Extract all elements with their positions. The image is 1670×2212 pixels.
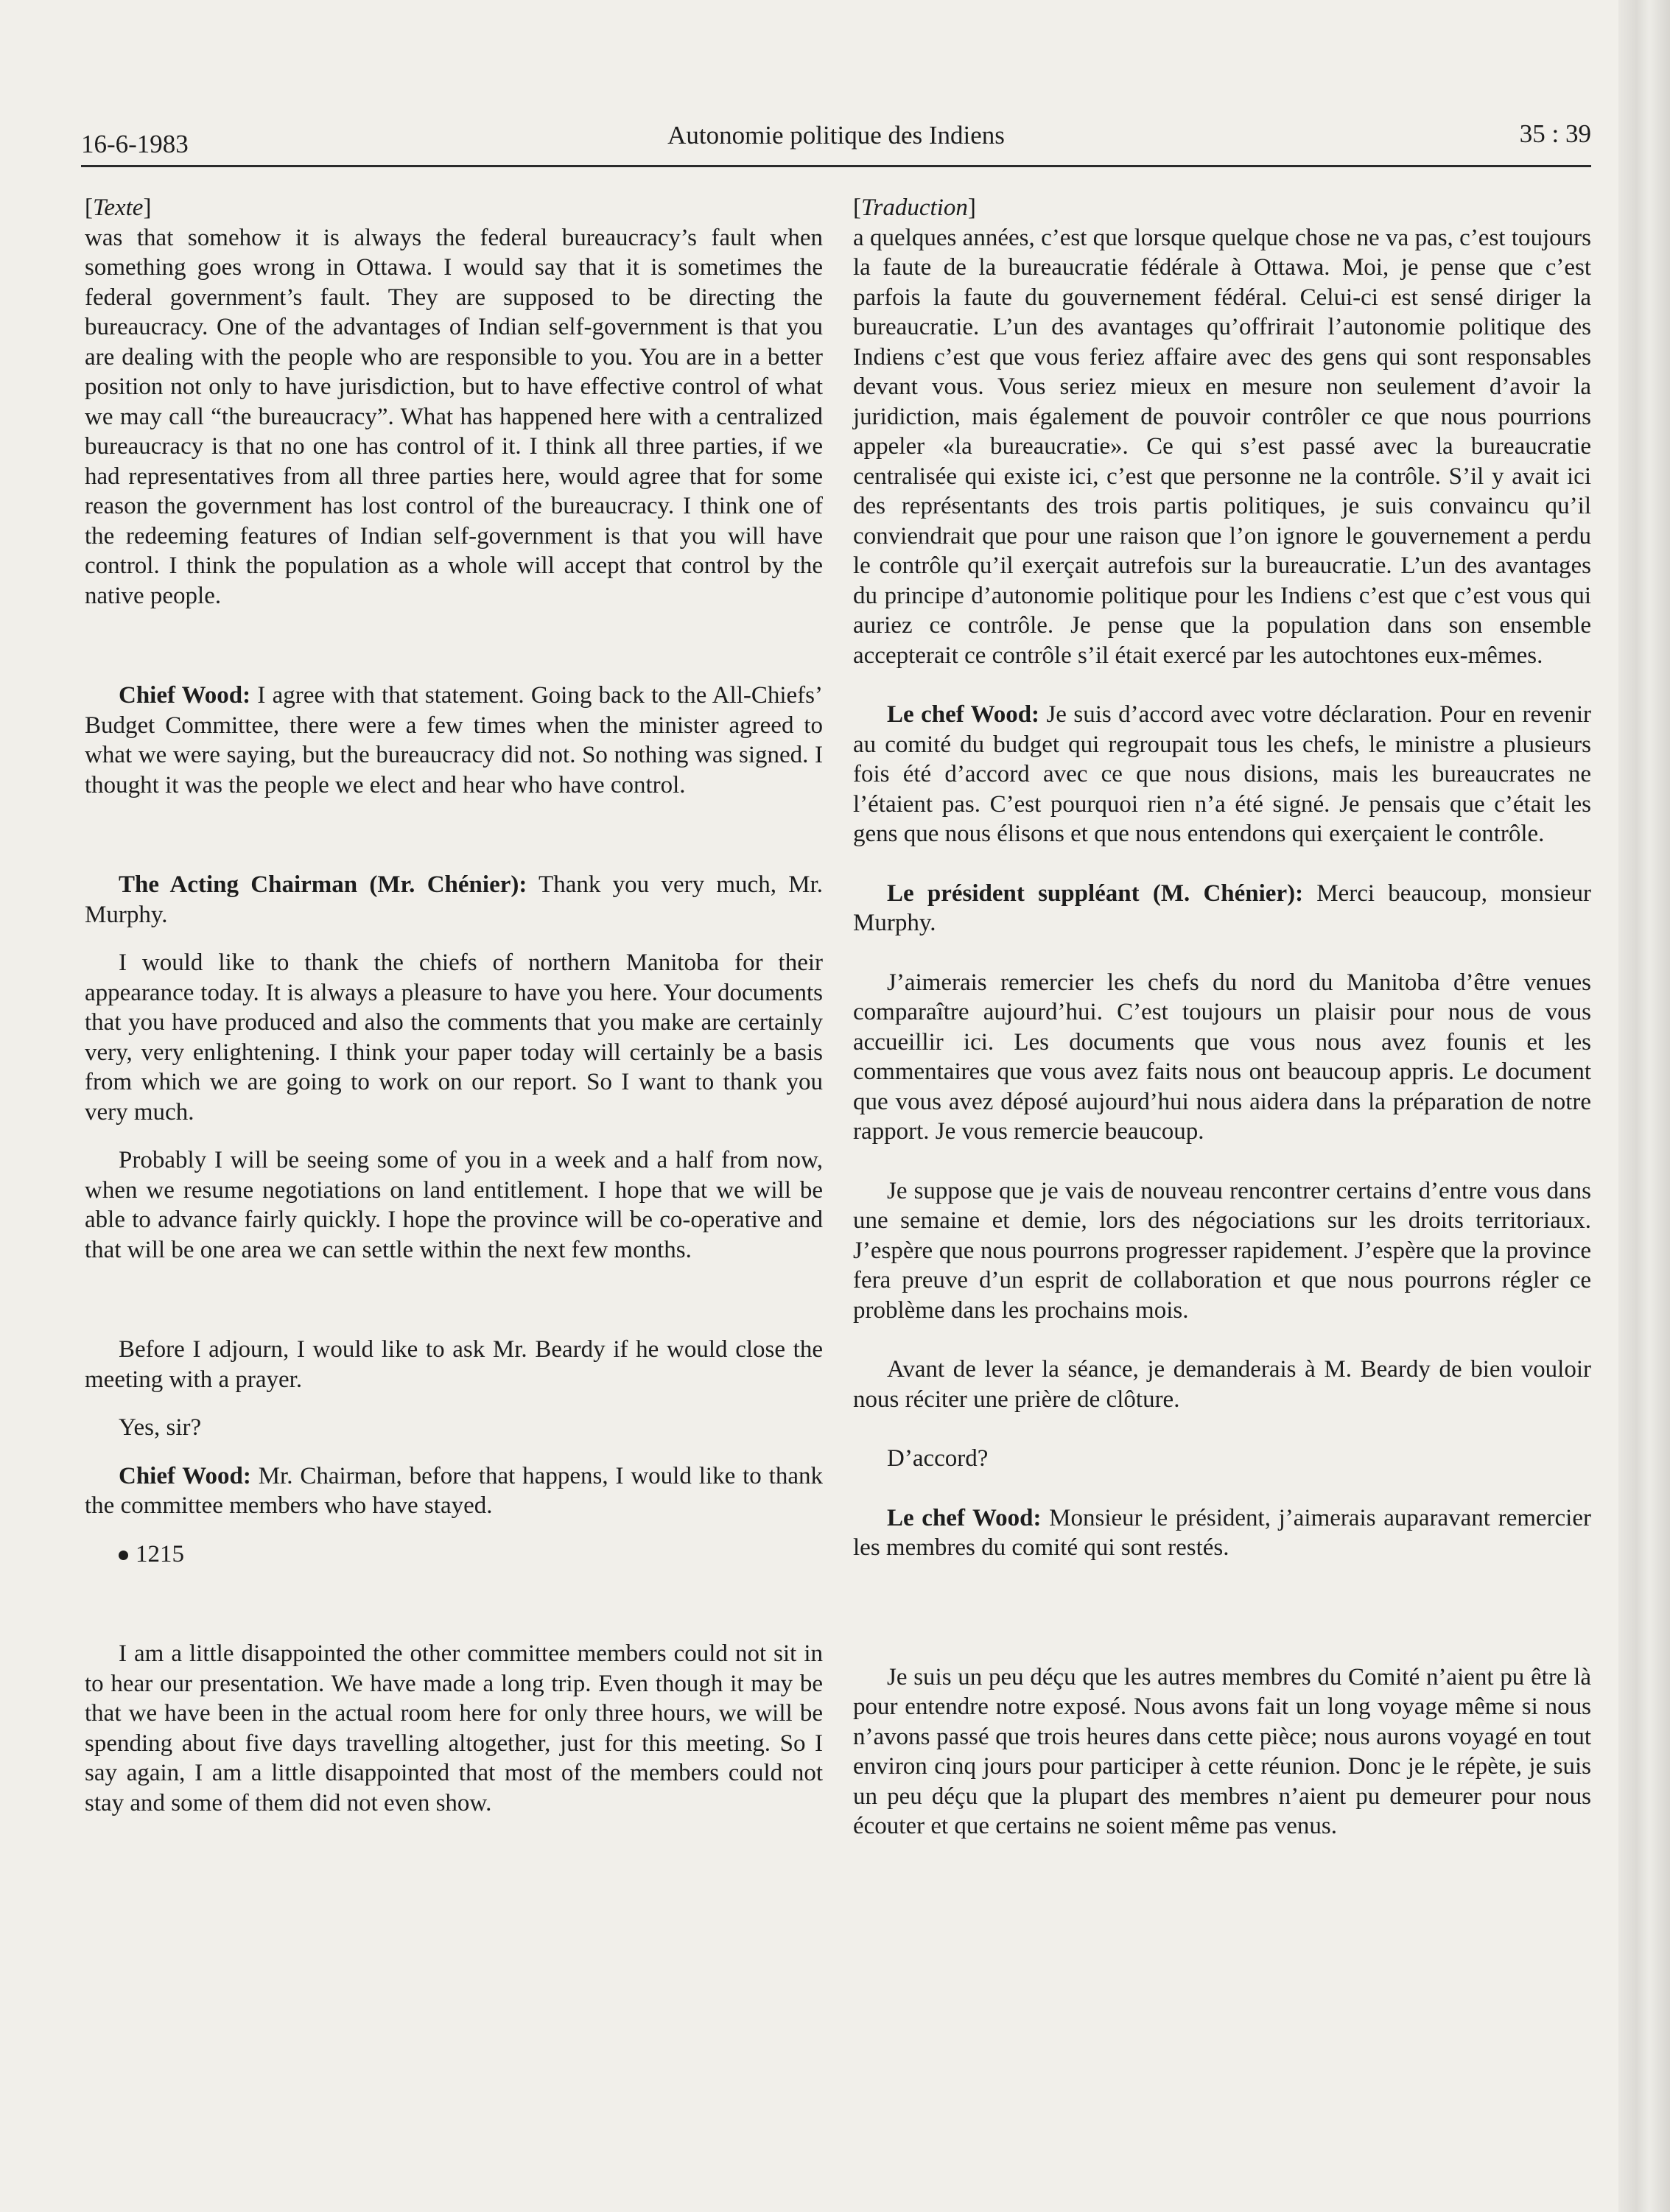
- section-tag-label: Texte: [93, 194, 144, 221]
- paragraph: D’accord?: [887, 1445, 989, 1472]
- paragraph: I would like to thank the chiefs of northern Manitoba for their appearance today. It is always a pleasure to have you here. Your documents that you have produced and also the comments that you make are certainly very, very enlightening. I think your paper today will certainly be a basis from which we are going to work on our report. So I want to thank you very much.: [85, 949, 823, 1126]
- speaker-name: Le chef Wood:: [887, 701, 1040, 728]
- speaker-name-qualifier: (Mr. Chénier):: [369, 871, 527, 898]
- speaker-name: Chief Wood:: [119, 682, 251, 709]
- speech-text: Monsieur le président, j’aimerais auparavant remercier les membres du comité qui sont restés.: [853, 1504, 1591, 1561]
- section-tag: [Traduction]: [853, 194, 976, 221]
- speech-text: I agree with that statement. Going back to the All-Chiefs’ Budget Committee, there were a few times when the minister agreed to what we were saying, but the bureaucracy did not. So nothing was signed. I thought it was the people we elect and hear who have control.: [85, 682, 823, 798]
- page-header: [81, 116, 1591, 168]
- time-marker: [85, 1539, 823, 1570]
- bullet-dot-icon: [119, 1551, 128, 1560]
- header-rule: [81, 165, 1591, 167]
- speech-text: Merci beaucoup, monsieur Murphy.: [853, 879, 1592, 936]
- english-column: [85, 193, 823, 1818]
- header-date: 16-6-1983: [81, 130, 189, 158]
- paragraph: a quelques années, c’est que lorsque quelque chose ne va pas, c’est toujours la faute de la bureaucratie fédérale à Ottawa. Moi, je pense que c’est parfois la faute du gouvernement fédéral. Celui-ci est sensé diriger la bureaucratie. L’un des avantages qu’offrirait l’autonomie politique des Indiens c’est que vous feriez affaire avec des gens qui sont responsables devant vous. Vous seriez mieux en mesure non seulement d’avoir la juridiction, mais également de pouvoir contrôler ce que nous pourrions appeler «la bureaucratie». Ce qui s’est passé avec la bureaucratie centralisée qui existe ici, c’est que personne ne la contrôle. S’il y avait ici des représentants des trois partis politiques, je suis convaincu qu’il conviendrait que pour une raison que l’on ignore le gouvernement a perdu le contrôle qu’il exerçait autrefois sur la bureaucratie. L’un des avantages du principe d’autonomie politique pour les Indiens c’est que c’est vous qui auriez ce contrôle. Je pense que la population dans son ensemble accepterait ce contrôle s’il était exercé par les autochtones eux-mêmes.: [853, 224, 1591, 669]
- speaker-paragraph: [853, 879, 1591, 938]
- section-tag: [Texte]: [85, 194, 152, 221]
- time-marker-value: 1215: [136, 1540, 184, 1567]
- speaker-paragraph: [853, 1503, 1591, 1563]
- speaker-paragraph: [85, 681, 823, 800]
- paragraph: Je suis un peu déçu que les autres membres du Comité n’aient pu être là pour entendre notre exposé. Nous avons fait un long voyage même si nous n’avons passé que trois heures dans cette pièce; nous aurons voyagé en tout environ cinq jours pour participer à cette réunion. Donc je le répète, je suis un peu déçu que la plupart des membres n’aient pu demeurer pour nous écouter et que certains ne soient même pas venus.: [853, 1663, 1591, 1839]
- paragraph: Before I adjourn, I would like to ask Mr. Beardy if he would close the meeting with a prayer.: [85, 1336, 823, 1393]
- paragraph: Avant de lever la séance, je demanderais à M. Beardy de bien vouloir nous réciter une prière de clôture.: [853, 1356, 1591, 1413]
- paragraph: was that somehow it is always the federal bureaucracy’s fault when something goes wrong in Ottawa. I would say that it is sometimes the federal government’s fault. They are supposed to be directing the bureaucracy. One of the advantages of Indian self-government is that you are dealing with the people who are responsible to you. You are in a better position not only to have jurisdiction, but to have effective control of what we may call “the bureaucracy”. What has happened here with a centralized bureaucracy is that no one has control of it. I think all three parties, if we had representatives from all three parties here, would agree that for some reason the government has lost control of the bureaucracy. I think one of the redeeming features of Indian self-government is that you will have control. I think the population as a whole will accept that control by the native people.: [85, 224, 823, 609]
- speaker-name: The Acting Chairman: [119, 871, 358, 898]
- header-page-number: 35 : 39: [1519, 119, 1591, 148]
- section-tag-label: Traduction: [861, 194, 968, 221]
- header-title: Autonomie politique des Indiens: [667, 121, 1005, 150]
- speaker-name: Le chef Wood:: [887, 1504, 1042, 1531]
- french-column: [853, 193, 1591, 1841]
- speaker-name: Chief Wood:: [119, 1462, 251, 1489]
- speaker-paragraph: [853, 700, 1591, 849]
- paragraph: I am a little disappointed the other committee members could not sit in to hear our presentation. We have made a long trip. Even though it may be that we have been in the actual room here for only three hours, we will be spending about five days travelling altogether, just for this meeting. So I say again, I am a little disappointed that most of the members could not stay and some of them did not even show.: [85, 1640, 823, 1816]
- speaker-paragraph: [85, 870, 823, 930]
- page-edge: [1618, 0, 1670, 2212]
- speaker-name: Le président suppléant: [887, 879, 1140, 907]
- paragraph: Probably I will be seeing some of you in a week and a half from now, when we resume negotiations on land entitlement. I hope that we will be able to advance fairly quickly. I hope the province will be co-operative and that will be one area we can settle within the next few months.: [85, 1147, 823, 1263]
- speech-text: Je suis d’accord avec votre déclaration. Pour en revenir au comité du budget qui regroupait tous les chefs, le ministre a plusieurs fois été d’accord avec ce que nous disions, mais les bureaucrates ne l’étaient pas. C’est pourquoi rien n’a été signé. Je pensais que c’était les gens que nous élisons et que nous entendons qui exerçaient le contrôle.: [853, 701, 1591, 847]
- paragraph: Je suppose que je vais de nouveau rencontrer certains d’entre vous dans une semaine et demie, lors des négociations sur les droits territoriaux. J’espère que nous pourrons progresser rapidement. J’espère que la province fera preuve d’un esprit de collaboration et que nous pourrons régler ce problème dans les prochains mois.: [853, 1177, 1591, 1324]
- speech-text: Mr. Chairman, before that happens, I would like to thank the committee members who have stayed.: [85, 1462, 823, 1519]
- speech-text: Thank you very much, Mr. Murphy.: [85, 871, 824, 928]
- speaker-name-qualifier: (M. Chénier):: [1152, 879, 1304, 907]
- paragraph: Yes, sir?: [119, 1414, 202, 1441]
- speaker-paragraph: [85, 1461, 823, 1521]
- paragraph: J’aimerais remercier les chefs du nord du Manitoba d’être venues comparaître aujourd’hui. C’est toujours un plaisir pour nous de vous accueillir ici. Les documents que vous nous avez founis et les commentaires que vous avez faits nous ont beaucoup appris. Le document que vous avez déposé aujourd’hui nous aidera dans la préparation de notre rapport. Je vous remercie beaucoup.: [853, 969, 1591, 1145]
